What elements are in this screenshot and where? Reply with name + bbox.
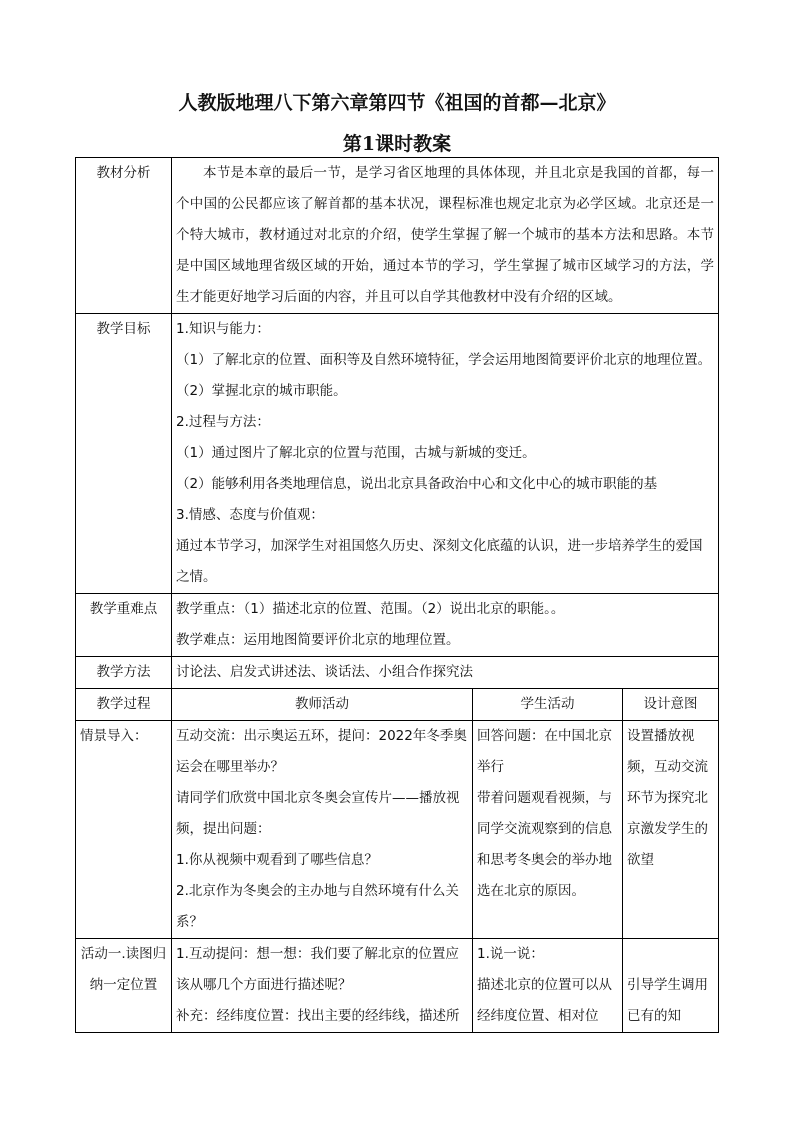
material-analysis-text: 本节是本章的最后一节，是学习省区地理的具体体现，并且北京是我国的首都，每一个中国的公民都应该了解首都的基本状况，课程标准也规定北京为必学区域。北京还是一个特大城市，教材通过对北京的介绍，使学生掌握了解一个城市的基本方法和思路。本节是中国区域地理省级区域的开始，通过本节的学习，学生掌握了城市区域学习的方法，学生才能更好地学习后面的内容，并且可以自学其他教材中没有介绍的区域。 [176,165,714,305]
header-design-intent: 设计意图 [623,689,719,721]
goal-line: 3.情感、态度与价值观： [176,507,324,523]
content-teaching-methods: 讨论法、启发式讲述法、谈话法、小组合作探究法 [172,657,719,689]
row-key-difficult-points [76,594,719,657]
design-intent-activity-1: 引导学生调用已有的知 [623,939,719,1033]
goal-line: （1）了解北京的位置、面积等及自然环境特征，学会运用地图简要评价北京的地理位置。 [176,352,712,368]
student-line: 带着问题观看视频，与同学交流观察到的信息和思考冬奥会的举办地选在北京的原因。 [477,790,612,899]
header-teacher-activity: 教师活动 [172,689,473,721]
header-student-activity: 学生活动 [473,689,623,721]
lesson-plan-table [75,157,719,1033]
content-teaching-goals [172,314,719,594]
document-title: 人教版地理八下第六章第四节《祖国的首都—北京》 [178,92,616,114]
label-teaching-methods: 教学方法 [76,657,172,689]
teacher-activity-1 [172,939,473,1033]
stage-activity-1: 活动一.读图归纳一定位置 [76,939,172,1033]
key-point-line: 教学重点：（1）描述北京的位置、范围。（2）说出北京的职能。。 [176,601,565,617]
goal-line: 1.知识与能力： [176,321,270,337]
goal-line: （1）通过图片了解北京的位置与范围，古城与新城的变迁。 [176,445,536,461]
teacher-line: 1.互动提问：想一想：我们要了解北京的位置应该从哪几个方面进行描述呢？ [176,946,459,993]
row-material-analysis [76,158,719,314]
content-key-difficult-points [172,594,719,657]
design-intent-intro: 设置播放视频，互动交流环节为探究北京激发学生的欲望 [623,721,719,939]
teacher-line: 请同学们欣赏中国北京冬奥会宣传片——播放视频，提出问题： [176,790,460,837]
teacher-line: 补充：经纬度位置：找出主要的经纬线，描述所 [176,1008,460,1024]
goal-line: （2）能够利用各类地理信息，说出北京具备政治中心和文化中心的城市职能的基 [176,476,658,492]
teacher-activity-intro [172,721,473,939]
label-material-analysis: 教材分析 [76,158,172,314]
student-activity-intro [473,721,623,939]
student-line: 1.说一说： [477,946,544,962]
row-process-header [76,689,719,721]
goal-line: 通过本节学习，加深学生对祖国悠久历史、深刻文化底蕴的认识，进一步培养学生的爱国之情。 [176,538,703,585]
teacher-line: 互动交流：出示奥运五环，提问：2022年冬季奥运会在哪里举办？ [176,728,467,775]
goal-line: （2）掌握北京的城市职能。 [176,383,347,399]
row-activity-1 [76,939,719,1033]
row-intro [76,721,719,939]
student-line: 描述北京的位置可以从经纬度位置、相对位 [477,977,612,1024]
header-teaching-process: 教学过程 [76,689,172,721]
row-teaching-goals [76,314,719,594]
teacher-line: 1.你从视频中观看到了哪些信息？ [176,852,378,868]
goal-line: 2.过程与方法： [176,414,270,430]
content-material-analysis [172,158,719,314]
document-subtitle: 第1课时教案 [342,133,452,155]
stage-intro: 情景导入： [76,721,172,939]
student-activity-1 [473,939,623,1033]
label-teaching-goals: 教学目标 [76,314,172,594]
label-key-difficult-points: 教学重难点 [76,594,172,657]
row-teaching-methods [76,657,719,689]
teacher-line: 2.北京作为冬奥会的主办地与自然环境有什么关系？ [176,883,459,930]
difficult-point-line: 教学难点：运用地图简要评价北京的地理位置。 [176,632,460,648]
student-line: 回答问题：在中国北京举行 [477,728,612,775]
